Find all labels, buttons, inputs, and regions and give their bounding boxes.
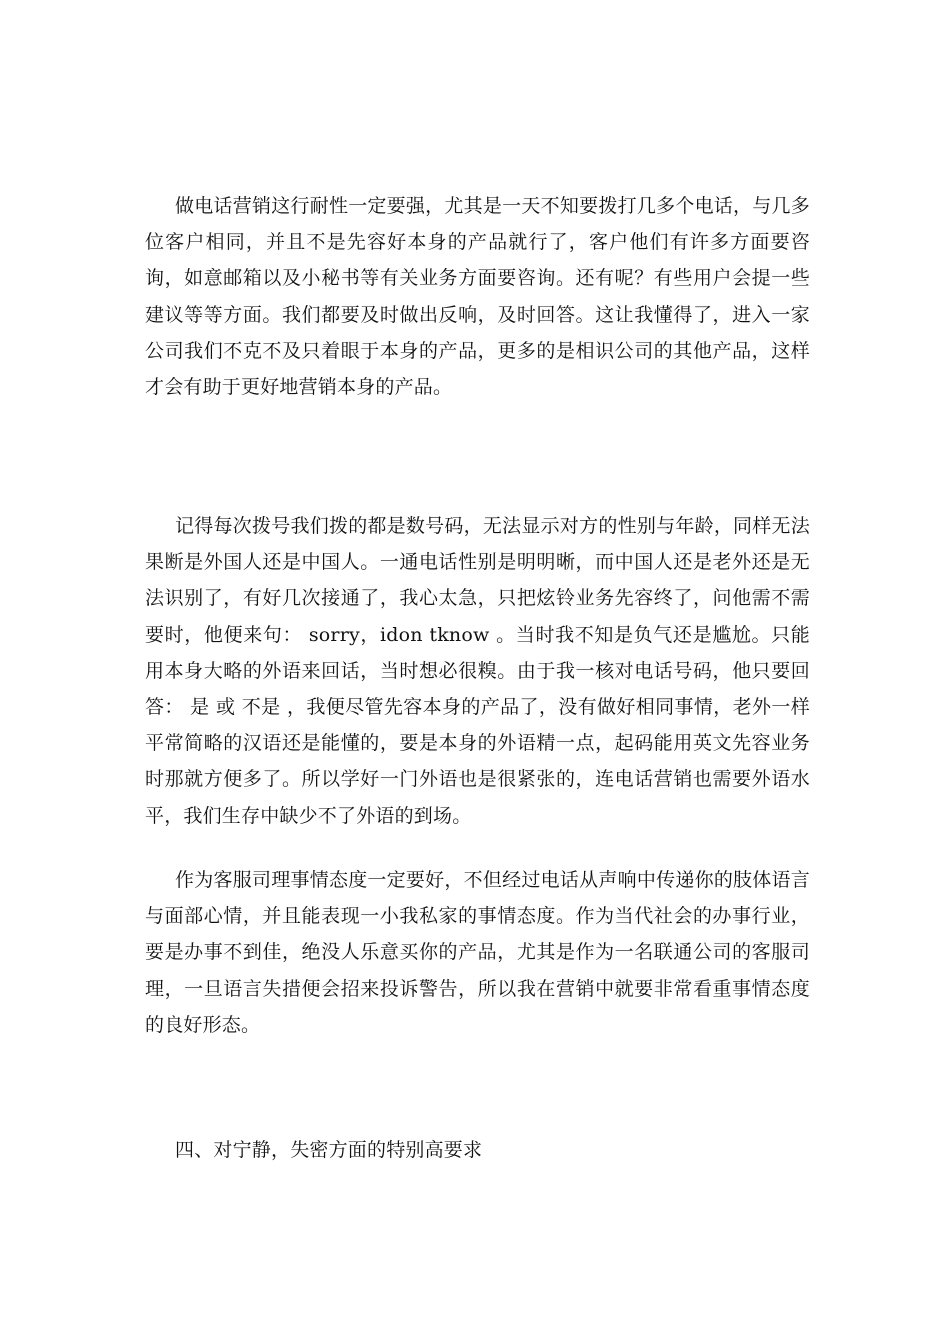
- paragraph-foreign-language: 记得每次拨号我们拨的都是数号码，无法显示对方的性别与年龄，同样无法果断是外国人还是中国人。一通电话性别是明明晰，而中国人还是老外还是无法识别了，有好几次接通了，我心太急，只把炫铃业务先容终了，问他需不需要时，他便来句： sorry，idon tknow 。当时我不知是负气还是尴尬。只能用本身大略的外语来回话，当时想必很糗。由于我一核对电话号码，他只要回答： 是 或 不是 ，我便尽管先容本身的产品了，没有做好相同事情，老外一样平常简略的汉语还是能懂的，要是本身的外语精一点，起码能用英文先容业务时那就方便多了。所以学好一门外语也是很紧张的，连电话营销也需要外语水平，我们生存中缺少不了外语的到场。: [145, 515, 810, 827]
- section-heading: 四、对宁静，失密方面的特别高要求: [175, 1139, 483, 1161]
- paragraph-telemarketing-patience: 做电话营销这行耐性一定要强，尤其是一天不知要拨打几多个电话，与几多位客户相同，并且不是先容好本身的产品就行了，客户他们有许多方面要咨询，如意邮箱以及小秘书等有关业务方面要咨询。还有呢？有些用户会提一些建议等等方面。我们都要及时做出反响，及时回答。这让我懂得了，进入一家公司我们不克不及只着眼于本身的产品，更多的是相识公司的其他产品，这样才会有助于更好地营销本身的产品。: [145, 195, 810, 399]
- paragraph-service-attitude: 作为客服司理事情态度一定要好，不但经过电话从声响中传递你的肢体语言与面部心情，并且能表现一小我私家的事情态度。作为当代社会的办事行业，要是办事不到佳，绝没人乐意买你的产品，尤其是作为一名联通公司的客服司理，一旦语言失措便会招来投诉警告，所以我在营销中就要非常看重事情态度的良好形态。: [145, 869, 810, 1036]
